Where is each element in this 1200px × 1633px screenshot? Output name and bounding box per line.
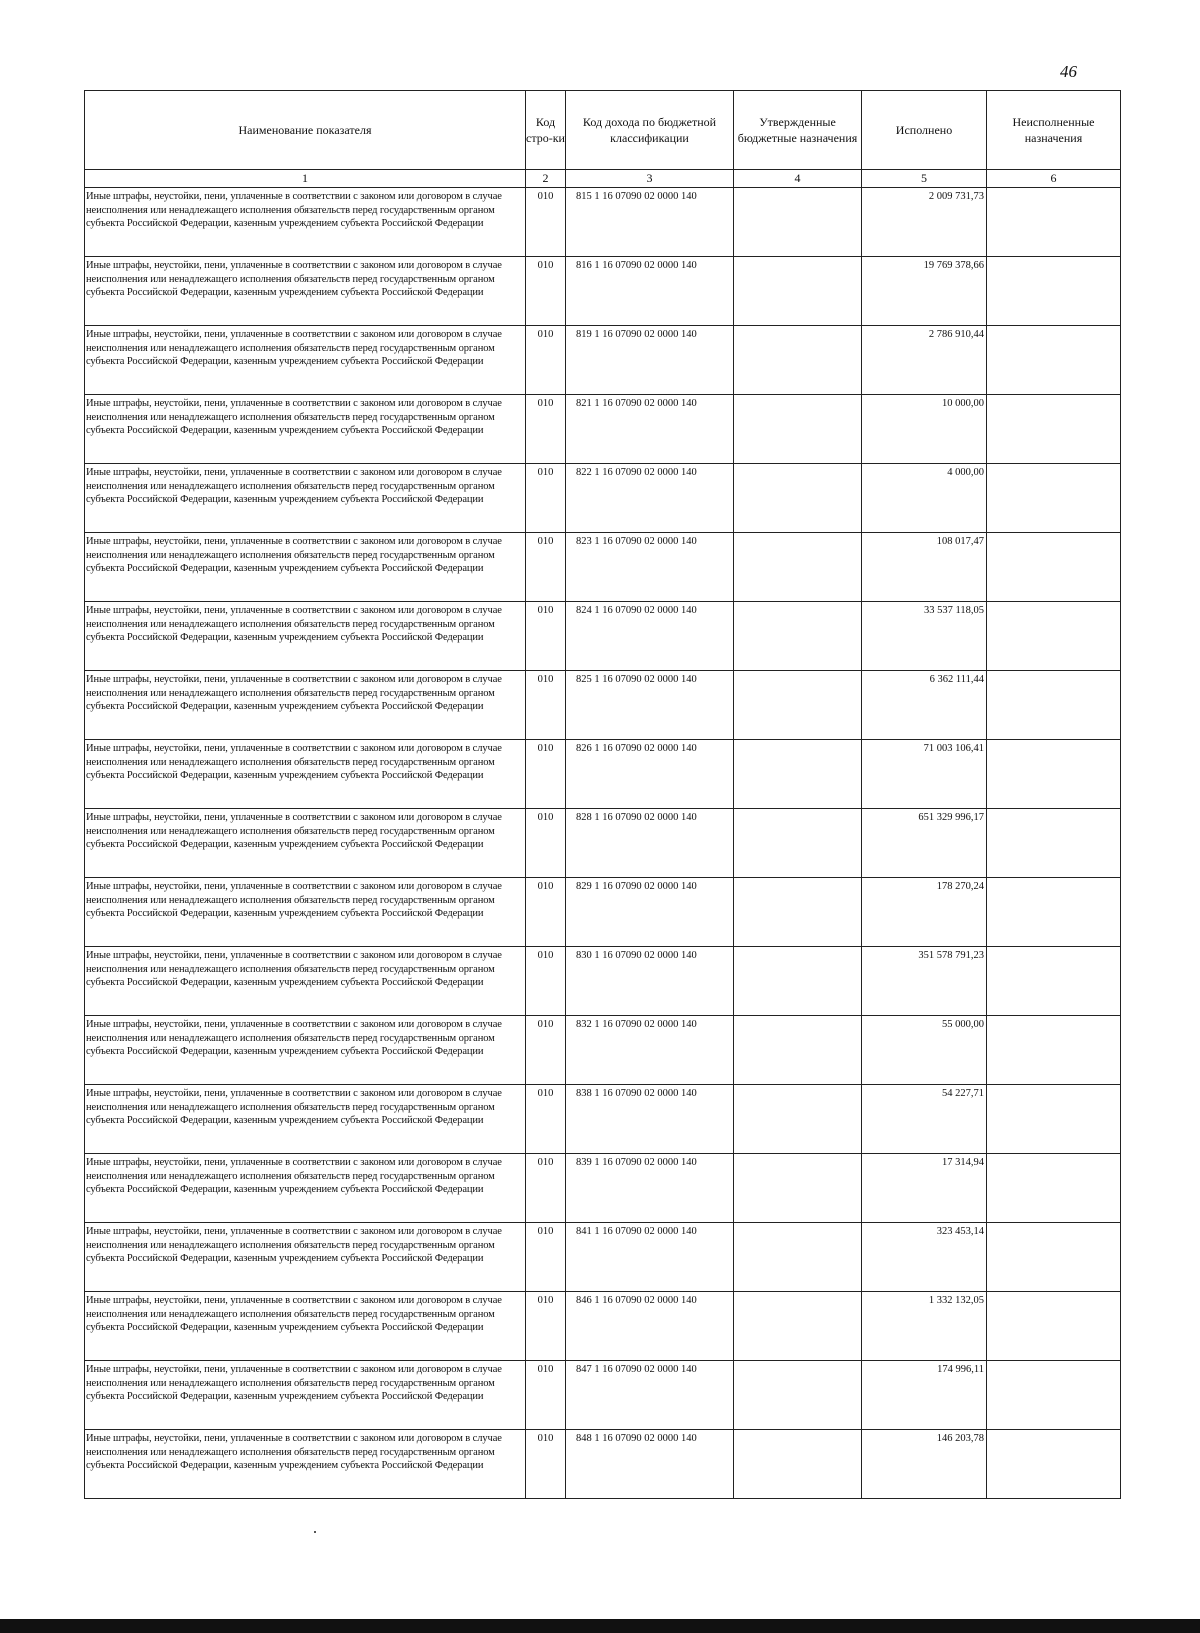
row-income-code: 815 1 16 07090 02 0000 140 xyxy=(566,188,734,257)
row-income-code: 821 1 16 07090 02 0000 140 xyxy=(566,395,734,464)
row-approved xyxy=(734,464,862,533)
row-approved xyxy=(734,1292,862,1361)
row-income-code: 825 1 16 07090 02 0000 140 xyxy=(566,671,734,740)
row-income-code: 824 1 16 07090 02 0000 140 xyxy=(566,602,734,671)
row-income-code: 829 1 16 07090 02 0000 140 xyxy=(566,878,734,947)
row-line-code: 010 xyxy=(526,740,566,809)
row-indicator-name: Иные штрафы, неустойки, пени, уплаченные в соответствии с законом или договором в случае неисполнения или ненадлежащего исполнения обязательств перед государственным органом субъекта Российской Федерации, казенным учреждением субъекта Российской Федерации xyxy=(85,1223,526,1292)
header-executed: Исполнено xyxy=(862,91,987,170)
row-unexecuted xyxy=(987,326,1121,395)
row-unexecuted xyxy=(987,188,1121,257)
column-number: 1 xyxy=(85,170,526,188)
row-approved xyxy=(734,257,862,326)
row-income-code: 823 1 16 07090 02 0000 140 xyxy=(566,533,734,602)
row-executed: 4 000,00 xyxy=(862,464,987,533)
row-indicator-name: Иные штрафы, неустойки, пени, уплаченные в соответствии с законом или договором в случае неисполнения или ненадлежащего исполнения обязательств перед государственным органом субъекта Российской Федерации, казенным учреждением субъекта Российской Федерации xyxy=(85,740,526,809)
row-executed: 2 009 731,73 xyxy=(862,188,987,257)
row-unexecuted xyxy=(987,533,1121,602)
table-row xyxy=(85,740,1121,809)
row-income-code: 848 1 16 07090 02 0000 140 xyxy=(566,1430,734,1499)
row-indicator-name: Иные штрафы, неустойки, пени, уплаченные в соответствии с законом или договором в случае неисполнения или ненадлежащего исполнения обязательств перед государственным органом субъекта Российской Федерации, казенным учреждением субъекта Российской Федерации xyxy=(85,1361,526,1430)
row-approved xyxy=(734,326,862,395)
row-approved xyxy=(734,809,862,878)
header-approved: Утвержденные бюджетные назначения xyxy=(734,91,862,170)
row-indicator-name: Иные штрафы, неустойки, пени, уплаченные в соответствии с законом или договором в случае неисполнения или ненадлежащего исполнения обязательств перед государственным органом субъекта Российской Федерации, казенным учреждением субъекта Российской Федерации xyxy=(85,878,526,947)
row-unexecuted xyxy=(987,1430,1121,1499)
table-row xyxy=(85,1361,1121,1430)
row-approved xyxy=(734,740,862,809)
row-approved xyxy=(734,947,862,1016)
row-income-code: 841 1 16 07090 02 0000 140 xyxy=(566,1223,734,1292)
column-number: 5 xyxy=(862,170,987,188)
row-line-code: 010 xyxy=(526,257,566,326)
row-indicator-name: Иные штрафы, неустойки, пени, уплаченные в соответствии с законом или договором в случае неисполнения или ненадлежащего исполнения обязательств перед государственным органом субъекта Российской Федерации, казенным учреждением субъекта Российской Федерации xyxy=(85,533,526,602)
row-unexecuted xyxy=(987,1292,1121,1361)
row-unexecuted xyxy=(987,740,1121,809)
row-line-code: 010 xyxy=(526,464,566,533)
row-income-code: 819 1 16 07090 02 0000 140 xyxy=(566,326,734,395)
row-approved xyxy=(734,395,862,464)
row-indicator-name: Иные штрафы, неустойки, пени, уплаченные в соответствии с законом или договором в случае неисполнения или ненадлежащего исполнения обязательств перед государственным органом субъекта Российской Федерации, казенным учреждением субъекта Российской Федерации xyxy=(85,326,526,395)
row-executed: 55 000,00 xyxy=(862,1016,987,1085)
row-approved xyxy=(734,1154,862,1223)
row-executed: 19 769 378,66 xyxy=(862,257,987,326)
table-row xyxy=(85,1016,1121,1085)
row-unexecuted xyxy=(987,464,1121,533)
row-indicator-name: Иные штрафы, неустойки, пени, уплаченные в соответствии с законом или договором в случае неисполнения или ненадлежащего исполнения обязательств перед государственным органом субъекта Российской Федерации, казенным учреждением субъекта Российской Федерации xyxy=(85,1292,526,1361)
row-executed: 54 227,71 xyxy=(862,1085,987,1154)
row-approved xyxy=(734,1223,862,1292)
row-indicator-name: Иные штрафы, неустойки, пени, уплаченные в соответствии с законом или договором в случае неисполнения или ненадлежащего исполнения обязательств перед государственным органом субъекта Российской Федерации, казенным учреждением субъекта Российской Федерации xyxy=(85,1154,526,1223)
row-executed: 33 537 118,05 xyxy=(862,602,987,671)
table-row xyxy=(85,878,1121,947)
row-executed: 1 332 132,05 xyxy=(862,1292,987,1361)
row-executed: 651 329 996,17 xyxy=(862,809,987,878)
row-indicator-name: Иные штрафы, неустойки, пени, уплаченные в соответствии с законом или договором в случае неисполнения или ненадлежащего исполнения обязательств перед государственным органом субъекта Российской Федерации, казенным учреждением субъекта Российской Федерации xyxy=(85,1430,526,1499)
row-unexecuted xyxy=(987,1223,1121,1292)
row-approved xyxy=(734,1016,862,1085)
row-unexecuted xyxy=(987,1016,1121,1085)
row-indicator-name: Иные штрафы, неустойки, пени, уплаченные в соответствии с законом или договором в случае неисполнения или ненадлежащего исполнения обязательств перед государственным органом субъекта Российской Федерации, казенным учреждением субъекта Российской Федерации xyxy=(85,809,526,878)
table-row xyxy=(85,1085,1121,1154)
row-executed: 6 362 111,44 xyxy=(862,671,987,740)
column-number: 2 xyxy=(526,170,566,188)
row-indicator-name: Иные штрафы, неустойки, пени, уплаченные в соответствии с законом или договором в случае неисполнения или ненадлежащего исполнения обязательств перед государственным органом субъекта Российской Федерации, казенным учреждением субъекта Российской Федерации xyxy=(85,947,526,1016)
row-executed: 108 017,47 xyxy=(862,533,987,602)
table-row xyxy=(85,464,1121,533)
table-body xyxy=(85,188,1121,1499)
row-income-code: 839 1 16 07090 02 0000 140 xyxy=(566,1154,734,1223)
header-indicator-name: Наименование показателя xyxy=(85,91,526,170)
row-executed: 351 578 791,23 xyxy=(862,947,987,1016)
row-unexecuted xyxy=(987,947,1121,1016)
table-row xyxy=(85,1292,1121,1361)
header-row xyxy=(85,91,1121,170)
row-line-code: 010 xyxy=(526,1016,566,1085)
table-row xyxy=(85,602,1121,671)
row-line-code: 010 xyxy=(526,947,566,1016)
row-indicator-name: Иные штрафы, неустойки, пени, уплаченные в соответствии с законом или договором в случае неисполнения или ненадлежащего исполнения обязательств перед государственным органом субъекта Российской Федерации, казенным учреждением субъекта Российской Федерации xyxy=(85,395,526,464)
row-unexecuted xyxy=(987,1361,1121,1430)
row-approved xyxy=(734,1361,862,1430)
row-approved xyxy=(734,671,862,740)
header-unexecuted: Неисполненные назначения xyxy=(987,91,1121,170)
row-unexecuted xyxy=(987,878,1121,947)
row-income-code: 816 1 16 07090 02 0000 140 xyxy=(566,257,734,326)
row-line-code: 010 xyxy=(526,602,566,671)
row-line-code: 010 xyxy=(526,533,566,602)
table-row xyxy=(85,1223,1121,1292)
row-income-code: 847 1 16 07090 02 0000 140 xyxy=(566,1361,734,1430)
row-line-code: 010 xyxy=(526,1085,566,1154)
row-line-code: 010 xyxy=(526,1154,566,1223)
row-line-code: 010 xyxy=(526,1361,566,1430)
row-approved xyxy=(734,188,862,257)
row-indicator-name: Иные штрафы, неустойки, пени, уплаченные в соответствии с законом или договором в случае неисполнения или ненадлежащего исполнения обязательств перед государственным органом субъекта Российской Федерации, казенным учреждением субъекта Российской Федерации xyxy=(85,1085,526,1154)
row-unexecuted xyxy=(987,257,1121,326)
row-executed: 10 000,00 xyxy=(862,395,987,464)
row-unexecuted xyxy=(987,671,1121,740)
row-executed: 323 453,14 xyxy=(862,1223,987,1292)
table-row xyxy=(85,671,1121,740)
row-indicator-name: Иные штрафы, неустойки, пени, уплаченные в соответствии с законом или договором в случае неисполнения или ненадлежащего исполнения обязательств перед государственным органом субъекта Российской Федерации, казенным учреждением субъекта Российской Федерации xyxy=(85,188,526,257)
column-number: 4 xyxy=(734,170,862,188)
row-income-code: 828 1 16 07090 02 0000 140 xyxy=(566,809,734,878)
table-row xyxy=(85,947,1121,1016)
column-number: 6 xyxy=(987,170,1121,188)
row-line-code: 010 xyxy=(526,326,566,395)
row-indicator-name: Иные штрафы, неустойки, пени, уплаченные в соответствии с законом или договором в случае неисполнения или ненадлежащего исполнения обязательств перед государственным органом субъекта Российской Федерации, казенным учреждением субъекта Российской Федерации xyxy=(85,464,526,533)
row-indicator-name: Иные штрафы, неустойки, пени, уплаченные в соответствии с законом или договором в случае неисполнения или ненадлежащего исполнения обязательств перед государственным органом субъекта Российской Федерации, казенным учреждением субъекта Российской Федерации xyxy=(85,671,526,740)
row-executed: 178 270,24 xyxy=(862,878,987,947)
row-income-code: 830 1 16 07090 02 0000 140 xyxy=(566,947,734,1016)
row-income-code: 826 1 16 07090 02 0000 140 xyxy=(566,740,734,809)
table-row xyxy=(85,188,1121,257)
row-unexecuted xyxy=(987,1154,1121,1223)
row-executed: 174 996,11 xyxy=(862,1361,987,1430)
row-unexecuted xyxy=(987,809,1121,878)
row-indicator-name: Иные штрафы, неустойки, пени, уплаченные в соответствии с законом или договором в случае неисполнения или ненадлежащего исполнения обязательств перед государственным органом субъекта Российской Федерации, казенным учреждением субъекта Российской Федерации xyxy=(85,257,526,326)
row-unexecuted xyxy=(987,1085,1121,1154)
row-unexecuted xyxy=(987,602,1121,671)
table-row xyxy=(85,809,1121,878)
row-line-code: 010 xyxy=(526,1223,566,1292)
row-unexecuted xyxy=(987,395,1121,464)
column-number-row xyxy=(85,170,1121,188)
row-executed: 2 786 910,44 xyxy=(862,326,987,395)
row-line-code: 010 xyxy=(526,188,566,257)
table-row xyxy=(85,533,1121,602)
row-income-code: 822 1 16 07090 02 0000 140 xyxy=(566,464,734,533)
table-row xyxy=(85,1430,1121,1499)
row-line-code: 010 xyxy=(526,395,566,464)
header-line-code: Код стро-ки xyxy=(526,91,566,170)
row-line-code: 010 xyxy=(526,1292,566,1361)
row-approved xyxy=(734,533,862,602)
scan-bottom-edge xyxy=(0,1619,1200,1633)
row-executed: 17 314,94 xyxy=(862,1154,987,1223)
row-indicator-name: Иные штрафы, неустойки, пени, уплаченные в соответствии с законом или договором в случае неисполнения или ненадлежащего исполнения обязательств перед государственным органом субъекта Российской Федерации, казенным учреждением субъекта Российской Федерации xyxy=(85,602,526,671)
row-income-code: 832 1 16 07090 02 0000 140 xyxy=(566,1016,734,1085)
row-approved xyxy=(734,1430,862,1499)
column-number: 3 xyxy=(566,170,734,188)
row-line-code: 010 xyxy=(526,809,566,878)
page-number: 46 xyxy=(1060,62,1077,81)
report-table xyxy=(84,90,1121,1499)
row-indicator-name: Иные штрафы, неустойки, пени, уплаченные в соответствии с законом или договором в случае неисполнения или ненадлежащего исполнения обязательств перед государственным органом субъекта Российской Федерации, казенным учреждением субъекта Российской Федерации xyxy=(85,1016,526,1085)
row-approved xyxy=(734,1085,862,1154)
table-row xyxy=(85,1154,1121,1223)
row-line-code: 010 xyxy=(526,1430,566,1499)
row-income-code: 846 1 16 07090 02 0000 140 xyxy=(566,1292,734,1361)
table-row xyxy=(85,257,1121,326)
scan-speck xyxy=(314,1531,316,1533)
row-line-code: 010 xyxy=(526,878,566,947)
table-row xyxy=(85,395,1121,464)
table-row xyxy=(85,326,1121,395)
row-approved xyxy=(734,602,862,671)
row-income-code: 838 1 16 07090 02 0000 140 xyxy=(566,1085,734,1154)
row-executed: 146 203,78 xyxy=(862,1430,987,1499)
row-executed: 71 003 106,41 xyxy=(862,740,987,809)
header-income-code: Код дохода по бюджетной классификации xyxy=(566,91,734,170)
row-approved xyxy=(734,878,862,947)
row-line-code: 010 xyxy=(526,671,566,740)
